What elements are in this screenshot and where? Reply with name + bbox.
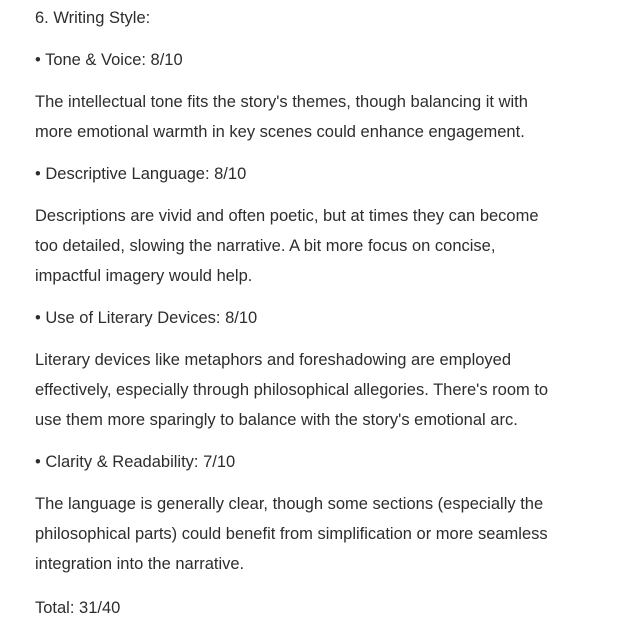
item-text-tone-voice-line-2: more emotional warmth in key scenes could enhance engagement. xyxy=(35,123,525,141)
total-score: Total: 31/40 xyxy=(35,599,121,617)
section-title: 6. Writing Style: xyxy=(35,9,151,27)
item-text-tone-voice-line-1: The intellectual tone fits the story's themes, though balancing it with xyxy=(35,93,528,111)
item-text-descriptive-language-line-2: too detailed, slowing the narrative. A bit more focus on concise, xyxy=(35,237,496,255)
item-heading-descriptive-language: • Descriptive Language: 8/10 xyxy=(35,165,247,183)
item-heading-literary-devices: • Use of Literary Devices: 8/10 xyxy=(35,309,258,327)
item-text-clarity-readability-line-2: philosophical parts) could benefit from simplification or more seamless xyxy=(35,525,548,543)
item-text-clarity-readability-line-3: integration into the narrative. xyxy=(35,555,245,573)
item-text-descriptive-language-line-1: Descriptions are vivid and often poetic, but at times they can become xyxy=(35,207,539,225)
item-text-literary-devices-line-2: effectively, especially through philosophical allegories. There's room to xyxy=(35,381,549,399)
item-heading-tone-voice: • Tone & Voice: 8/10 xyxy=(35,51,183,69)
item-text-literary-devices-line-3: use them more sparingly to balance with the story's emotional arc. xyxy=(35,411,518,429)
item-text-descriptive-language-line-3: impactful imagery would help. xyxy=(35,267,253,285)
item-heading-clarity-readability: • Clarity & Readability: 7/10 xyxy=(35,453,236,471)
item-text-literary-devices-line-1: Literary devices like metaphors and foreshadowing are employed xyxy=(35,351,512,369)
item-text-clarity-readability-line-1: The language is generally clear, though some sections (especially the xyxy=(35,495,544,513)
